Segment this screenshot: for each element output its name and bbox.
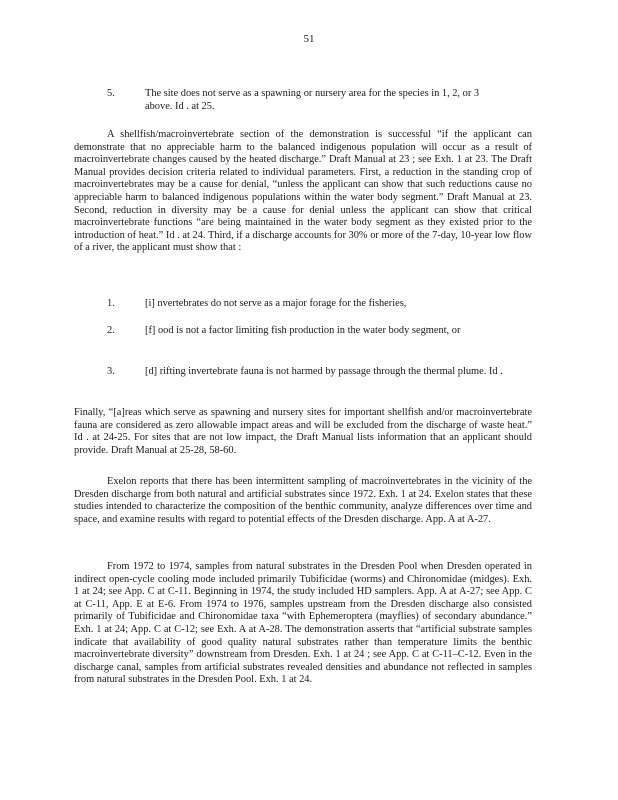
list-item-5: [107, 88, 507, 113]
list-item-3: [107, 366, 507, 379]
paragraph-text: From 1972 to 1974, samples from natural substrates in the Dresden Pool when Dresden operated in indirect open-cycle cooling mode included primarily Tubificidae (worms) and Chironomidae (midges). Exh. 1 at 24; see App. C at C-11. Beginning in 1974, the study included HD samplers. App. A at A-27; see App. C at C-11, App. E at E-6. From 1974 to 1976, samples upstream from the Dresden discharge also consisted primarily of Tubificidae and Chironomidae taxa “with Ephemeroptera (mayflies) of secondary abundance.” Exh. 1 at 24; App. C at C-12; see Exh. A at A-28. The demonstration asserts that “artificial substrate samples indicate that availability of good quality natural substrates rather than temperature limits the benthic macroinvertebrate diversity” downstream from Dresden. Exh. 1 at 24 ; see App. C at C-11–C-12. Even in the discharge canal, samples from artificial substrates revealed densities and abundance not reflected in samples from natural substrates in the Dresden Pool. Exh. 1 at 24.: [74, 561, 532, 686]
list-item-number: 5.: [107, 88, 115, 99]
paragraph-sampling-history: [74, 561, 532, 687]
list-item-text: [d] rifting invertebrate fauna is not harmed by passage through the thermal plume. Id .: [145, 366, 503, 377]
list-item-number: 2.: [107, 325, 115, 336]
list-item-text: [i] nvertebrates do not serve as a major forage for the fisheries,: [145, 298, 407, 309]
paragraph-text: Exelon reports that there has been intermittent sampling of macroinvertebrates in the vicinity of the Dresden discharge from both natural and artificial substrates since 1972. Exh. 1 at 24. Exelon states that these studies intended to characterize the composition of the benthic community, analyze differences over time and space, and examine results with regard to potential effects of the Dresden discharge. App. A at A-27.: [74, 476, 532, 525]
list-item-number: 1.: [107, 298, 115, 309]
paragraph-text: Finally, “[a]reas which serve as spawning and nursery sites for important shellfish and/or macroinvertebrate fauna are considered as zero allowable impact areas and will be excluded from the discharge of waste heat.” Id . at 24-25. For sites that are not low impact, the Draft Manual lists information that an applicant should provide. Draft Manual at 25-28, 58-60.: [74, 407, 532, 456]
paragraph-shellfish-section: [74, 129, 532, 255]
paragraph-text: A shellfish/macroinvertebrate section of the demonstration is successful “if the applicant can demonstrate that no appreciable harm to the balanced indigenous population will occur as a result of macroinvertebrate changes caused by the heated discharge.” Draft Manual at 23 ; see Exh. 1 at 23. The Draft Manual provides decision criteria related to individual parameters. First, a reduction in the standing crop of macroinvertebrates may be a cause for denial, “unless the applicant can show that such reductions cause no appreciable harm to balanced indigenous populations within the water body segment.” Draft Manual at 23. Second, reduction in diversity may be a cause for denial unless the applicant can show that critical macroinvertebrate functions “are being maintained in the water body segment as they existed prior to the introduction of heat.” Id . at 24. Third, if a discharge accounts for 30% or more of the 7-day, 10-year low flow of a river, the applicant must show that :: [74, 129, 532, 254]
list-item-text: [f] ood is not a factor limiting fish production in the water body segment, or: [145, 325, 461, 336]
list-item-text: The site does not serve as a spawning or nursery area for the species in 1, 2, or 3 above. Id . at 25.: [145, 88, 480, 112]
list-item-2: [107, 325, 507, 338]
list-item-1: [107, 298, 507, 311]
page-number: 51: [303, 33, 315, 45]
paragraph-exelon-reports: [74, 476, 532, 526]
paragraph-finally: [74, 407, 532, 457]
list-item-number: 3.: [107, 366, 115, 377]
